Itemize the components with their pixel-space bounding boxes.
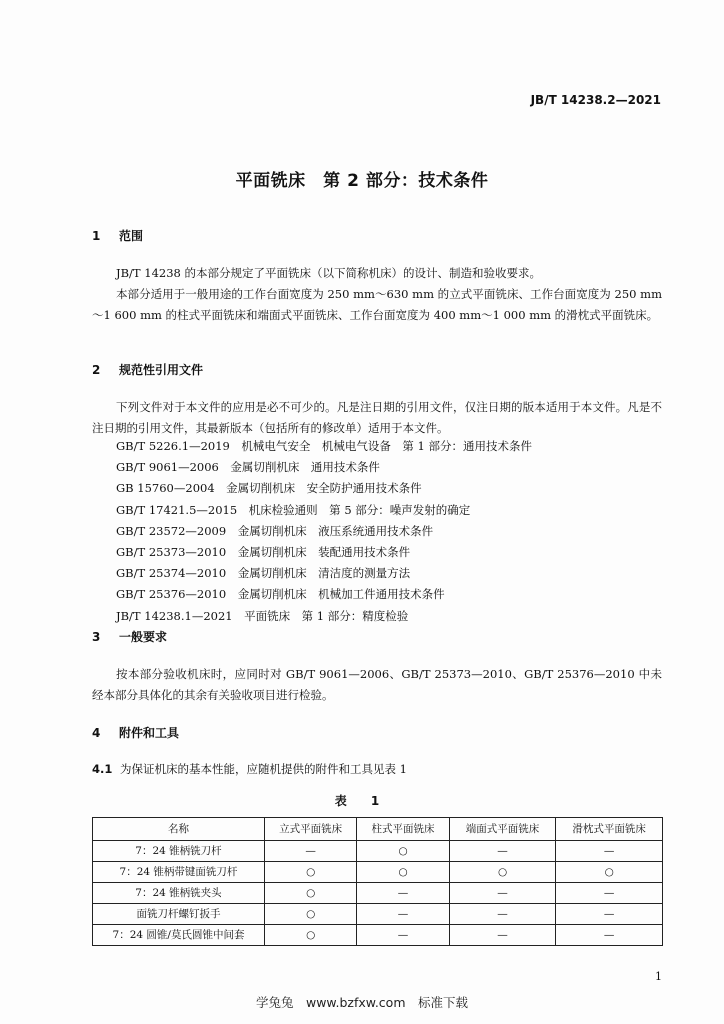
section-3-heading: [92, 628, 167, 647]
document-title: 平面铣床 第 2 部分：技术条件: [235, 171, 489, 191]
header-cell: 端面式平面铣床: [449, 818, 556, 841]
reference-item: GB/T 23572—2009 金属切削机床 液压系统通用技术条件: [116, 523, 434, 538]
section-2-heading: [92, 361, 203, 380]
table-cell: —: [556, 841, 663, 862]
table-cell: 7：24 锥柄铣刀杆: [93, 841, 265, 862]
clause-4-1: [92, 760, 407, 778]
table-cell: ○: [556, 862, 663, 883]
normative-references-list: [116, 436, 666, 627]
section-title: 附件和工具: [119, 726, 180, 740]
table-cell: —: [357, 883, 449, 904]
table-cell: —: [449, 841, 556, 862]
table-cell: ○: [265, 925, 357, 946]
table-cell: 7：24 锥柄带键面铣刀杆: [93, 862, 265, 883]
table-cell: ○: [265, 883, 357, 904]
table-cell: —: [357, 904, 449, 925]
standard-code: JB/T 14238.2—2021: [530, 93, 661, 107]
table-cell: —: [449, 904, 556, 925]
section-number: 3: [92, 630, 101, 644]
section-1-heading: [92, 227, 143, 246]
table-row: [93, 841, 663, 862]
table-cell: ○: [357, 862, 449, 883]
reference-item: GB/T 9061—2006 金属切削机床 通用技术条件: [116, 460, 380, 475]
table-cell: ○: [265, 862, 357, 883]
table-cell: —: [556, 904, 663, 925]
reference-item: GB/T 5226.1—2019 机械电气安全 机械电气设备 第 1 部分：通用技术条件: [116, 439, 532, 453]
reference-item: GB/T 17421.5—2015 机床检验通则 第 5 部分：噪声发射的确定: [116, 502, 471, 517]
table-cell: —: [556, 925, 663, 946]
section-3-paragraph-1: 按本部分验收机床时，应同时对 GB/T 9061—2006、GB/T 25373—2010、GB/T 25376—2010 中未经本部分具体化的其余有关验收项目进行检验。: [92, 667, 662, 702]
section-number: 1: [92, 229, 101, 243]
section-title: 规范性引用文件: [119, 363, 204, 377]
table-row: [93, 862, 663, 883]
header-cell: 名称: [93, 818, 265, 841]
watermark-text: 学兔兔 www.bzfxw.com 标准下载: [255, 995, 469, 1010]
section-4-heading: [92, 724, 179, 743]
table-row: [93, 883, 663, 904]
table-cell: 面铣刀杆螺钉扳手: [93, 904, 265, 925]
section-1-paragraph-2: 本部分适用于一般用途的工作台面宽度为 250 mm～630 mm 的立式平面铣床、工作台面宽度为 250 mm～1 600 mm 的柱式平面铣床和端面式平面铣床、工作台面宽度为 400 mm～1 000 mm 的滑枕式平面铣床。: [92, 287, 662, 322]
reference-item: GB/T 25373—2010 金属切削机床 装配通用技术条件: [116, 545, 411, 560]
clause-number: 4.1: [92, 762, 113, 776]
table-row: [93, 904, 663, 925]
table-cell: —: [556, 883, 663, 904]
reference-item: GB 15760—2004 金属切削机床 安全防护通用技术条件: [116, 481, 422, 496]
header-cell: 柱式平面铣床: [357, 818, 449, 841]
header-cell: 立式平面铣床: [265, 818, 357, 841]
table-cell: ○: [357, 841, 449, 862]
page-number: 1: [655, 970, 662, 983]
table-cell: 7：24 圆锥/莫氏圆锥中间套: [93, 925, 265, 946]
reference-item: GB/T 25376—2010 金属切削机床 机械加工件通用技术条件: [116, 587, 445, 602]
section-title: 一般要求: [119, 630, 168, 644]
section-title: 范围: [119, 229, 144, 243]
header-cell: 滑枕式平面铣床: [556, 818, 663, 841]
table-cell: —: [449, 883, 556, 904]
section-2-paragraph-1: 下列文件对于本文件的应用是必不可少的。凡是注日期的引用文件，仅注日期的版本适用于本文件。凡是不注日期的引用文件，其最新版本（包括所有的修改单）适用于本文件。: [92, 400, 662, 435]
clause-text: 为保证机床的基本性能，应随机提供的附件和工具见表 1: [120, 762, 407, 776]
table-caption: 表 1: [334, 794, 390, 808]
table-cell: —: [449, 925, 556, 946]
section-number: 2: [92, 363, 101, 377]
reference-item: JB/T 14238.1—2021 平面铣床 第 1 部分：精度检验: [116, 608, 409, 623]
reference-item: GB/T 25374—2010 金属切削机床 清洁度的测量方法: [116, 566, 411, 581]
section-number: 4: [92, 726, 101, 740]
table-header-row: [93, 818, 663, 841]
table-cell: 7：24 锥柄铣夹头: [93, 883, 265, 904]
table-cell: —: [357, 925, 449, 946]
accessories-table: [92, 817, 663, 946]
table-row: [93, 925, 663, 946]
table-cell: —: [265, 841, 357, 862]
table-cell: ○: [449, 862, 556, 883]
table-cell: ○: [265, 904, 357, 925]
section-1-paragraph-1: JB/T 14238 的本部分规定了平面铣床（以下简称机床）的设计、制造和验收要求。: [116, 266, 541, 280]
